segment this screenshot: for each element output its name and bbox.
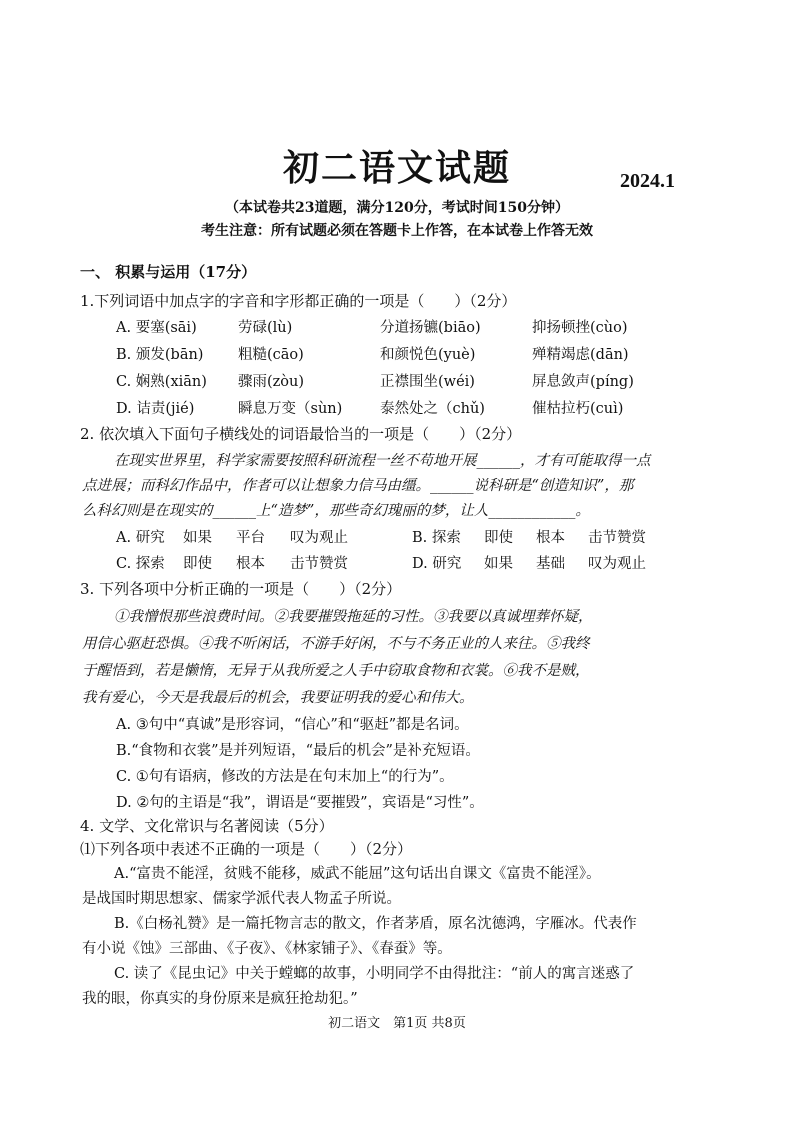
q2-b-4: 击节赞赏 (588, 530, 646, 546)
q1-a-3: 分道扬镳(biāo) (380, 320, 481, 336)
q4-line: B.《白杨礼赞》是一篇托物言志的散文，作者茅盾，原名沈德鸿，字雁冰。代表作 (114, 916, 637, 932)
q2-a-3: 平台 (236, 530, 265, 546)
q1-d-2: 瞬息万变（sùn) (238, 401, 343, 417)
q1-a-4: 抑扬顿挫(cùo) (532, 320, 628, 336)
q3-option-d: D. ②句的主语是“我”，谓语是“要摧毁”，宾语是“习性”。 (116, 795, 484, 811)
q1-b-2: 粗糙(cāo) (238, 347, 304, 363)
exam-title: 初二语文试题 (282, 147, 511, 189)
exam-notice: 考生注意：所有试题必须在答题卡上作答，在本试卷上作答无效 (201, 223, 593, 239)
exam-subtitle: （本试卷共23道题，满分120分，考试时间150分钟） (225, 200, 569, 216)
q1-b-1: B. 颁发(bān) (116, 347, 204, 363)
q1-b-3: 和颜悦色(yuè) (380, 347, 476, 363)
q2-passage-line: 么科幻则是在现实的______上“造梦”，那些奇幻瑰丽的梦，让人____________。 (82, 503, 590, 519)
q3-option-c: C. ①句有语病，修改的方法是在句末加上“的行为”。 (116, 769, 454, 785)
q4-line: 我的眼，你真实的身份原来是疯狂抢劫犯。” (82, 991, 358, 1007)
q2-passage-line: 在现实世界里，科学家需要按照科研流程一丝不苟地开展______，才有可能取得一点 (114, 453, 651, 469)
question-4-stem: 4. 文学、文化常识与名著阅读（5分） (80, 817, 334, 835)
q4-line: 有小说《蚀》三部曲、《子夜》、《林家铺子》、《春蚕》等。 (82, 941, 452, 957)
q2-b-3: 根本 (536, 530, 565, 546)
q2-a-2: 如果 (183, 530, 212, 546)
q2-c-3: 根本 (236, 556, 265, 572)
q3-passage-line: 我有爱心，今天是我最后的机会，我要证明我的爱心和伟大。 (82, 690, 474, 706)
section-heading: 一、 积累与运用（17分） (80, 263, 257, 281)
question-3-stem: 3. 下列各项中分析正确的一项是（ ）（2分） (80, 580, 402, 598)
q1-c-1: C. 娴熟(xiān) (116, 374, 207, 390)
q2-d-4: 叹为观止 (588, 556, 646, 572)
q2-b-2: 即使 (484, 530, 513, 546)
page-footer: 初二语文 第1页 共8页 (328, 1016, 466, 1031)
q4-line: 是战国时期思想家、儒家学派代表人物孟子所说。 (82, 891, 401, 907)
q1-c-4: 屏息敛声(píng) (532, 374, 634, 390)
q2-d-1: D. 研究 (412, 556, 462, 572)
q2-d-3: 基础 (536, 556, 565, 572)
q2-a-4: 叹为观止 (290, 530, 348, 546)
q1-d-3: 泰然处之（chǔ) (380, 401, 485, 417)
q3-passage-line: ①我憎恨那些浪费时间。②我要摧毁拖延的习性。③我要以真诚埋葬怀疑， (114, 609, 593, 625)
q3-passage-line: 用信心驱赶恐惧。④我不听闲话，不游手好闲，不与不务正业的人来往。⑤我终 (82, 636, 590, 652)
q1-a-1: A. 要塞(sāi) (116, 320, 197, 336)
q2-c-1: C. 探索 (116, 556, 165, 572)
q2-c-2: 即使 (183, 556, 212, 572)
q1-c-3: 正襟围坐(wéi) (380, 374, 475, 390)
q2-d-2: 如果 (484, 556, 513, 572)
q4-line: C. 读了《昆虫记》中关于螳螂的故事，小明同学不由得批注：“前人的寓言迷惑了 (114, 966, 635, 982)
exam-date: 2024.1 (620, 170, 675, 192)
question-4-sub1: ⑴下列各项中表述不正确的一项是（ ）（2分） (80, 840, 413, 858)
q3-passage-line: 于醒悟到，若是懒惰，无异于从我所爱之人手中窃取食物和衣裳。⑥我不是贼， (82, 663, 590, 679)
q1-c-2: 骤雨(zòu) (238, 374, 305, 390)
q2-c-4: 击节赞赏 (290, 556, 348, 572)
q3-option-b: B.“食物和衣裳”是并列短语，“最后的机会”是补充短语。 (116, 743, 480, 759)
q2-passage-line: 点进展；而科幻作品中，作者可以让想象力信马由缰。______说科研是“创造知识”，那 (82, 478, 634, 494)
question-2-stem: 2. 依次填入下面句子横线处的词语最恰当的一项是（ ）（2分） (80, 425, 522, 443)
q1-d-1: D. 诘责(jié) (116, 401, 195, 417)
q2-b-1: B. 探索 (412, 530, 461, 546)
q3-option-a: A. ③句中“真诚”是形容词，“信心”和“驱赶”都是名词。 (116, 717, 469, 733)
q1-b-4: 殚精竭虑(dān) (532, 347, 629, 363)
q2-a-1: A. 研究 (116, 530, 165, 546)
q4-line: A.“富贵不能淫，贫贱不能移，威武不能屈”这句话出自课文《富贵不能淫》。 (114, 866, 601, 882)
question-1-stem: 1.下列词语中加点字的字音和字形都正确的一项是（ ）（2分） (80, 292, 517, 310)
q1-a-2: 劳碌(lù) (238, 320, 293, 336)
q1-d-4: 催枯拉朽(cuì) (532, 401, 624, 417)
